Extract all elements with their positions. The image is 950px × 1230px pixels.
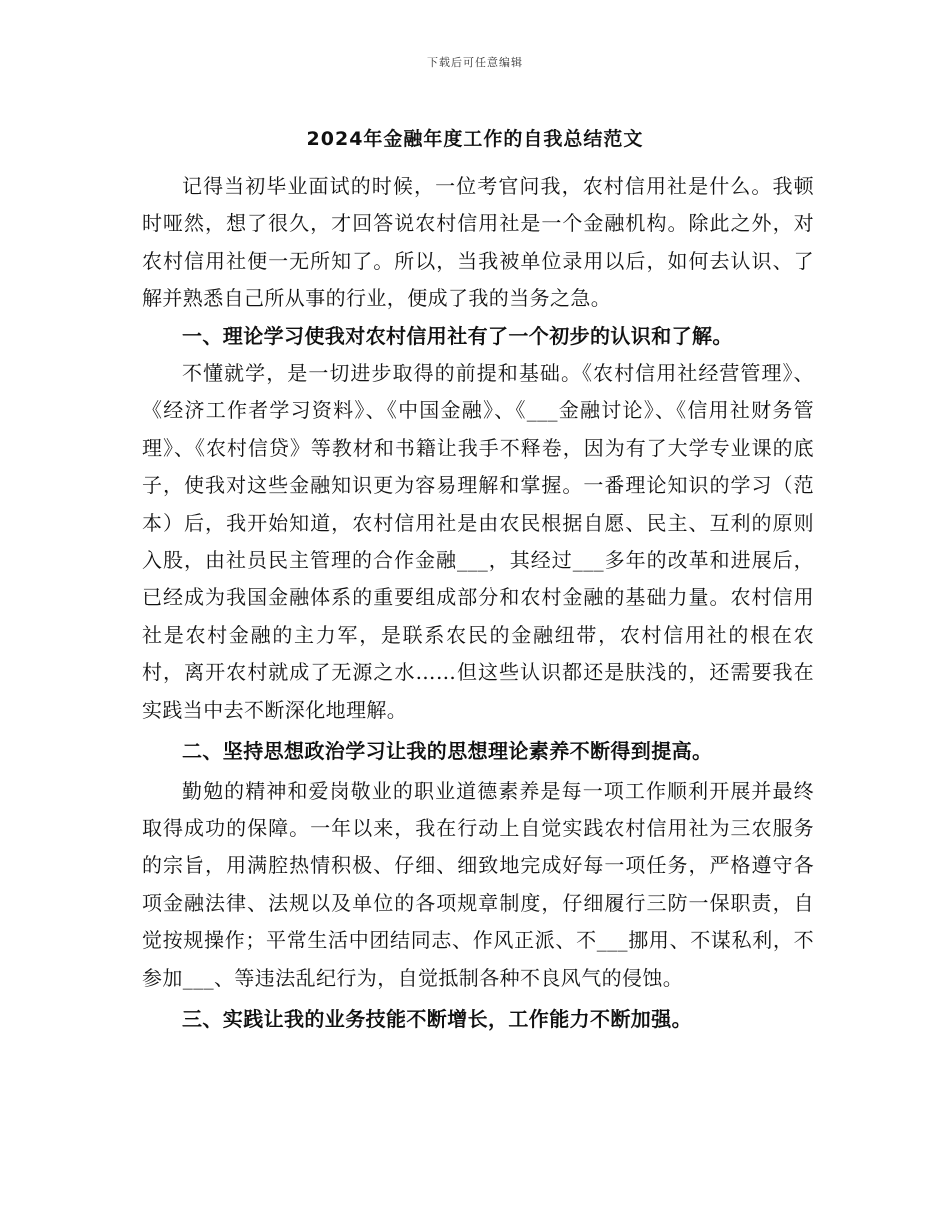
intro-paragraph: 记得当初毕业面试的时候，一位考官问我，农村信用社是什么。我顿时哑然，想了很久，才回答说农村信用社是一个金融机构。除此之外，对农村信用社便一无所知了。所以，当我被单位录用以后，如何去认识、了解并熟悉自己所从事的行业，便成了我的当务之急。	[142, 174, 814, 311]
section-heading-1: 一、理论学习使我对农村信用社有了一个初步的认识和了解。	[182, 323, 733, 348]
header-note: 下载后可任意编辑	[427, 56, 523, 69]
document-body	[142, 168, 814, 1040]
section-2-paragraph: 勤勉的精神和爱岗敬业的职业道德素养是每一项工作顺利开展并最终取得成功的保障。一年以来，我在行动上自觉实践农村信用社为三农服务的宗旨，用满腔热情积极、仔细、细致地完成好每一项任务，严格遵守各项金融法律、法规以及单位的各项规章制度，仔细履行三防一保职责，自觉按规操作；平常生活中团结同志、作风正派、不___挪用、不谋私利，不参加___、等违法乱纪行为，自觉抵制各种不良风气的侵蚀。	[142, 778, 814, 990]
document-title: 2024年金融年度工作的自我总结范文	[306, 128, 644, 150]
section-1-paragraph: 不懂就学，是一切进步取得的前提和基础。《农村信用社经营管理》、《经济工作者学习资料》、《中国金融》、《___金融讨论》、《信用社财务管理》、《农村信贷》等教材和书籍让我手不释卷，因为有了大学专业课的底子，使我对这些金融知识更为容易理解和掌握。一番理论知识的学习（范本）后，我开始知道，农村信用社是由农民根据自愿、民主、互利的原则入股，由社员民主管理的合作金融___，其经过___多年的改革和进展后，已经成为我国金融体系的重要组成部分和农村金融的基础力量。农村信用社是农村金融的主力军，是联系农民的金融纽带，农村信用社的根在农村，离开农村就成了无源之水……但这些认识都还是肤浅的，还需要我在实践当中去不断深化地理解。	[142, 361, 814, 722]
section-heading-2: 二、坚持思想政治学习让我的思想理论素养不断得到提高。	[182, 739, 713, 764]
section-heading-3: 三、实践让我的业务技能不断增长，工作能力不断加强。	[182, 1006, 692, 1031]
